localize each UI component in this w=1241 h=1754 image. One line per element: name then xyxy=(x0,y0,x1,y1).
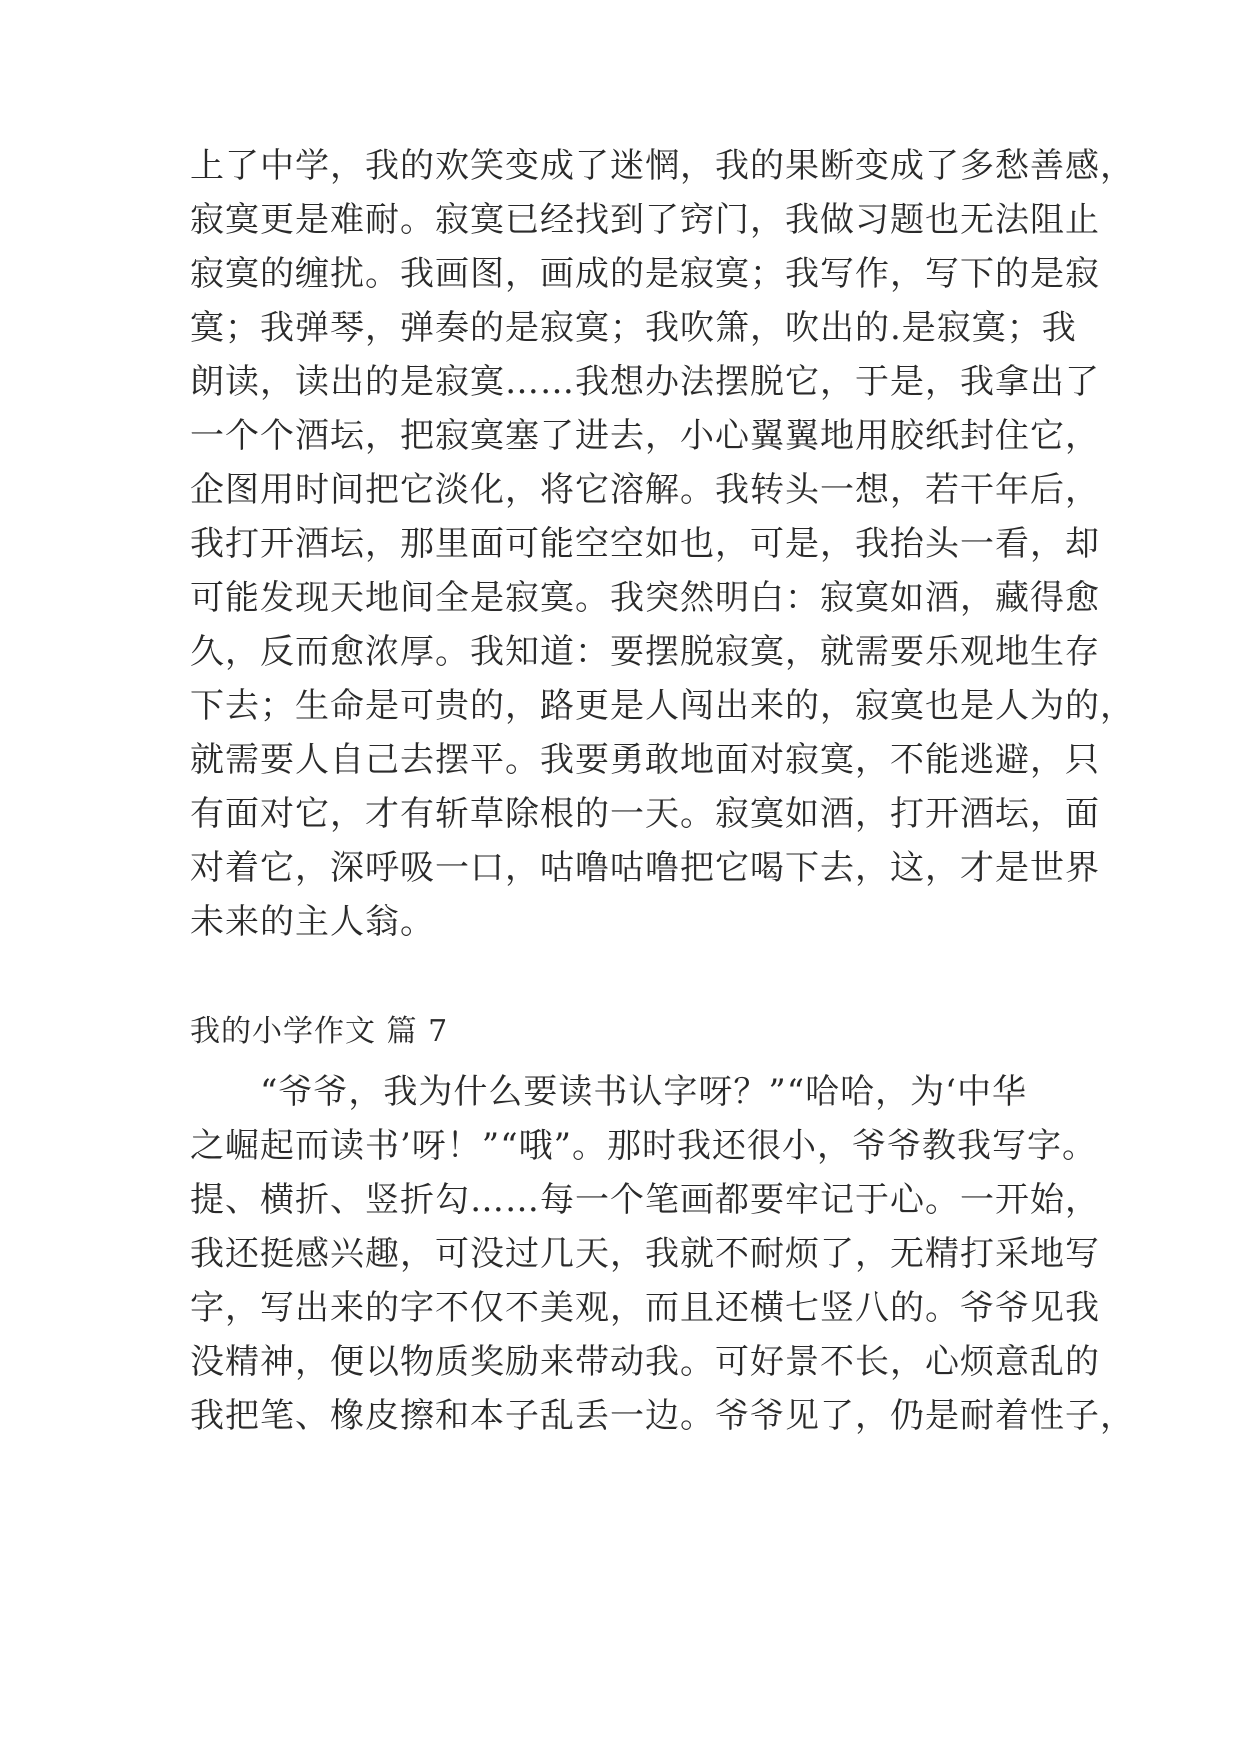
paragraph-line: 我打开酒坛，那里面可能空空如也，可是，我抬头一看，却 xyxy=(190,524,1100,564)
paragraph-line: 之崛起而读书’呀！”“哦”。那时我还很小，爷爷教我写字。 xyxy=(190,1126,1097,1166)
paragraph-line: 久，反而愈浓厚。我知道：要摆脱寂寞，就需要乐观地生存 xyxy=(190,632,1100,672)
paragraph-line: 就需要人自己去摆平。我要勇敢地面对寂寞，不能逃避，只 xyxy=(190,740,1100,780)
paragraph-line: 我还挺感兴趣，可没过几天，我就不耐烦了，无精打采地写 xyxy=(190,1234,1100,1274)
paragraph-line: 未来的主人翁。 xyxy=(190,902,435,942)
paragraph-line: 没精神，便以物质奖励来带动我。可好景不长，心烦意乱的 xyxy=(190,1342,1100,1382)
paragraph-line: 寞；我弹琴，弹奏的是寂寞；我吹箫，吹出的.是寂寞；我 xyxy=(190,308,1077,348)
paragraph-line: 有面对它，才有斩草除根的一天。寂寞如酒，打开酒坛，面 xyxy=(190,794,1100,834)
paragraph-line: 寂寞更是难耐。寂寞已经找到了窍门，我做习题也无法阻止 xyxy=(190,200,1100,240)
paragraph-line: 可能发现天地间全是寂寞。我突然明白：寂寞如酒，藏得愈 xyxy=(190,578,1100,618)
paragraph-line: 上了中学，我的欢笑变成了迷惘，我的果断变成了多愁善感， xyxy=(190,146,1135,186)
paragraph-line: 企图用时间把它淡化，将它溶解。我转头一想，若干年后， xyxy=(190,470,1100,510)
paragraph-line: 对着它，深呼吸一口，咕噜咕噜把它喝下去，这，才是世界 xyxy=(190,848,1100,888)
paragraph-line: 寂寞的缠扰。我画图，画成的是寂寞；我写作，写下的是寂 xyxy=(190,254,1100,294)
paragraph-line: 朗读，读出的是寂寞……我想办法摆脱它，于是，我拿出了 xyxy=(190,362,1100,402)
paragraph-line: 提、横折、竖折勾……每一个笔画都要牢记于心。一开始， xyxy=(190,1180,1100,1220)
paragraph-line: 我把笔、橡皮擦和本子乱丢一边。爷爷见了，仍是耐着性子， xyxy=(190,1396,1135,1436)
paragraph-line: 下去；生命是可贵的，路更是人闯出来的，寂寞也是人为的， xyxy=(190,686,1135,726)
paragraph-line: 一个个酒坛，把寂寞塞了进去，小心翼翼地用胶纸封住它， xyxy=(190,416,1100,456)
paragraph-line: “爷爷，我为什么要读书认字呀？”“哈哈，为‘中华 xyxy=(190,1072,1027,1112)
paragraph-line: 字，写出来的字不仅不美观，而且还横七竖八的。爷爷见我 xyxy=(190,1288,1100,1328)
section-heading: 我的小学作文 篇 7 xyxy=(190,1014,449,1049)
